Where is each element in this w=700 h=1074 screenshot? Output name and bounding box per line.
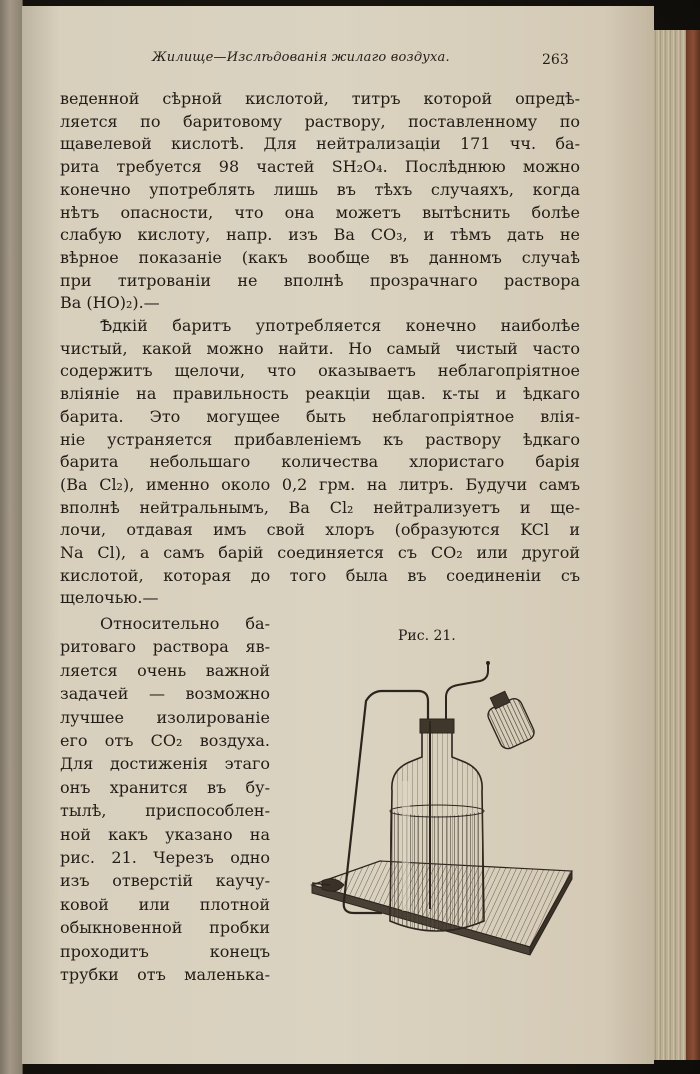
- bottle-drawing: [282, 661, 582, 961]
- text-line: барита небольшаго количества хлористаго барія: [60, 452, 580, 472]
- text-line: (Ba Cl₂), именно около 0,2 грм. на литръ. Будучи самъ: [60, 474, 580, 494]
- text-line: Для достиженія этаго: [60, 754, 270, 774]
- text-line: ніе устраняется прибавленіемъ къ раствору ѣдкаго: [60, 429, 580, 449]
- text-line: содержитъ щелочи, что оказываетъ неблагопріятное: [60, 361, 580, 381]
- text-line: барита. Это могущее быть неблагопріятное влія-: [60, 406, 580, 426]
- side-column-text: [60, 612, 270, 987]
- text-line: кислотой, которая до того была въ соединеніи съ: [60, 565, 580, 585]
- text-line: Относительно ба-: [100, 614, 270, 633]
- text-line: вѣрное показаніе (какъ вообще въ данномъ случаѣ: [60, 247, 580, 267]
- previous-page-edge: [0, 0, 23, 1074]
- text-line: слабую кислоту, напр. изъ Ba CO₃, и тѣмъ дать не: [60, 225, 580, 245]
- text-line: нѣтъ опасности, что она можетъ вытѣснить болѣе: [60, 202, 580, 222]
- text-line: Ѣдкій баритъ употребляется конечно наиболѣе: [100, 316, 580, 336]
- text-line: онъ хранится въ бу-: [60, 777, 270, 797]
- book-cover-edge: [686, 30, 700, 1060]
- text-line: Ba (HO)₂).—: [60, 293, 160, 313]
- text-line: чистый, какой можно найти. Но самый чистый часто: [60, 338, 580, 358]
- text-line: рита требуется 98 частей SH₂O₄. Послѣднюю можно: [60, 157, 580, 177]
- text-line: вполнѣ нейтральнымъ, Ba Cl₂ нейтрализуетъ и ще-: [60, 497, 580, 517]
- text-line: конечно употреблять лишь въ тѣхъ случаяхъ, когда: [60, 179, 580, 199]
- text-line: его отъ CO₂ воздуха.: [60, 731, 270, 751]
- text-line: щелочью.—: [60, 588, 159, 608]
- page-number: 263: [542, 52, 569, 68]
- text-line: обыкновенной пробки: [60, 918, 270, 938]
- text-line: лочи, отдавая имъ свой хлоръ (образуются KCl и: [60, 520, 580, 540]
- text-line: тылѣ, приспособлен-: [60, 801, 270, 821]
- text-line: щавелевой кислотѣ. Для нейтрализаціи 171 чч. ба-: [60, 134, 580, 154]
- text-line: при титрованіи не вполнѣ прозрачнаго раствора: [60, 270, 580, 290]
- main-text: [60, 88, 580, 610]
- bottle-illustration: [282, 661, 582, 961]
- text-line: Na Cl), а самъ барій соединяется съ CO₂ или другой: [60, 543, 580, 563]
- text-line: ляется очень важной: [60, 660, 270, 680]
- text-line: ковой или плотной: [60, 894, 270, 914]
- text-line: рис. 21. Черезъ одно: [60, 848, 270, 868]
- text-line: лучшее изолированіе: [60, 707, 270, 727]
- text-line: трубки отъ маленька-: [60, 965, 270, 985]
- text-line: задачей — возможно: [60, 684, 270, 704]
- text-line: ляется по баритовому раствору, поставленному по: [60, 111, 580, 131]
- text-line: ной какъ указано на: [60, 824, 270, 844]
- text-line: вліяніе на правильность реакціи щав. к-ты и ѣдкаго: [60, 384, 580, 404]
- figure-caption: Рис. 21.: [398, 628, 456, 644]
- text-line: ритоваго раствора яв-: [60, 637, 270, 657]
- text-line: веденной сѣрной кислотой, титръ которой опредѣ-: [60, 89, 580, 108]
- running-title: Жилище—Изслѣдованія жилаго воздуха.: [152, 50, 450, 65]
- text-line: изъ отверстій каучу-: [60, 871, 270, 891]
- text-line: проходитъ конецъ: [60, 941, 270, 961]
- book-page: [22, 6, 654, 1064]
